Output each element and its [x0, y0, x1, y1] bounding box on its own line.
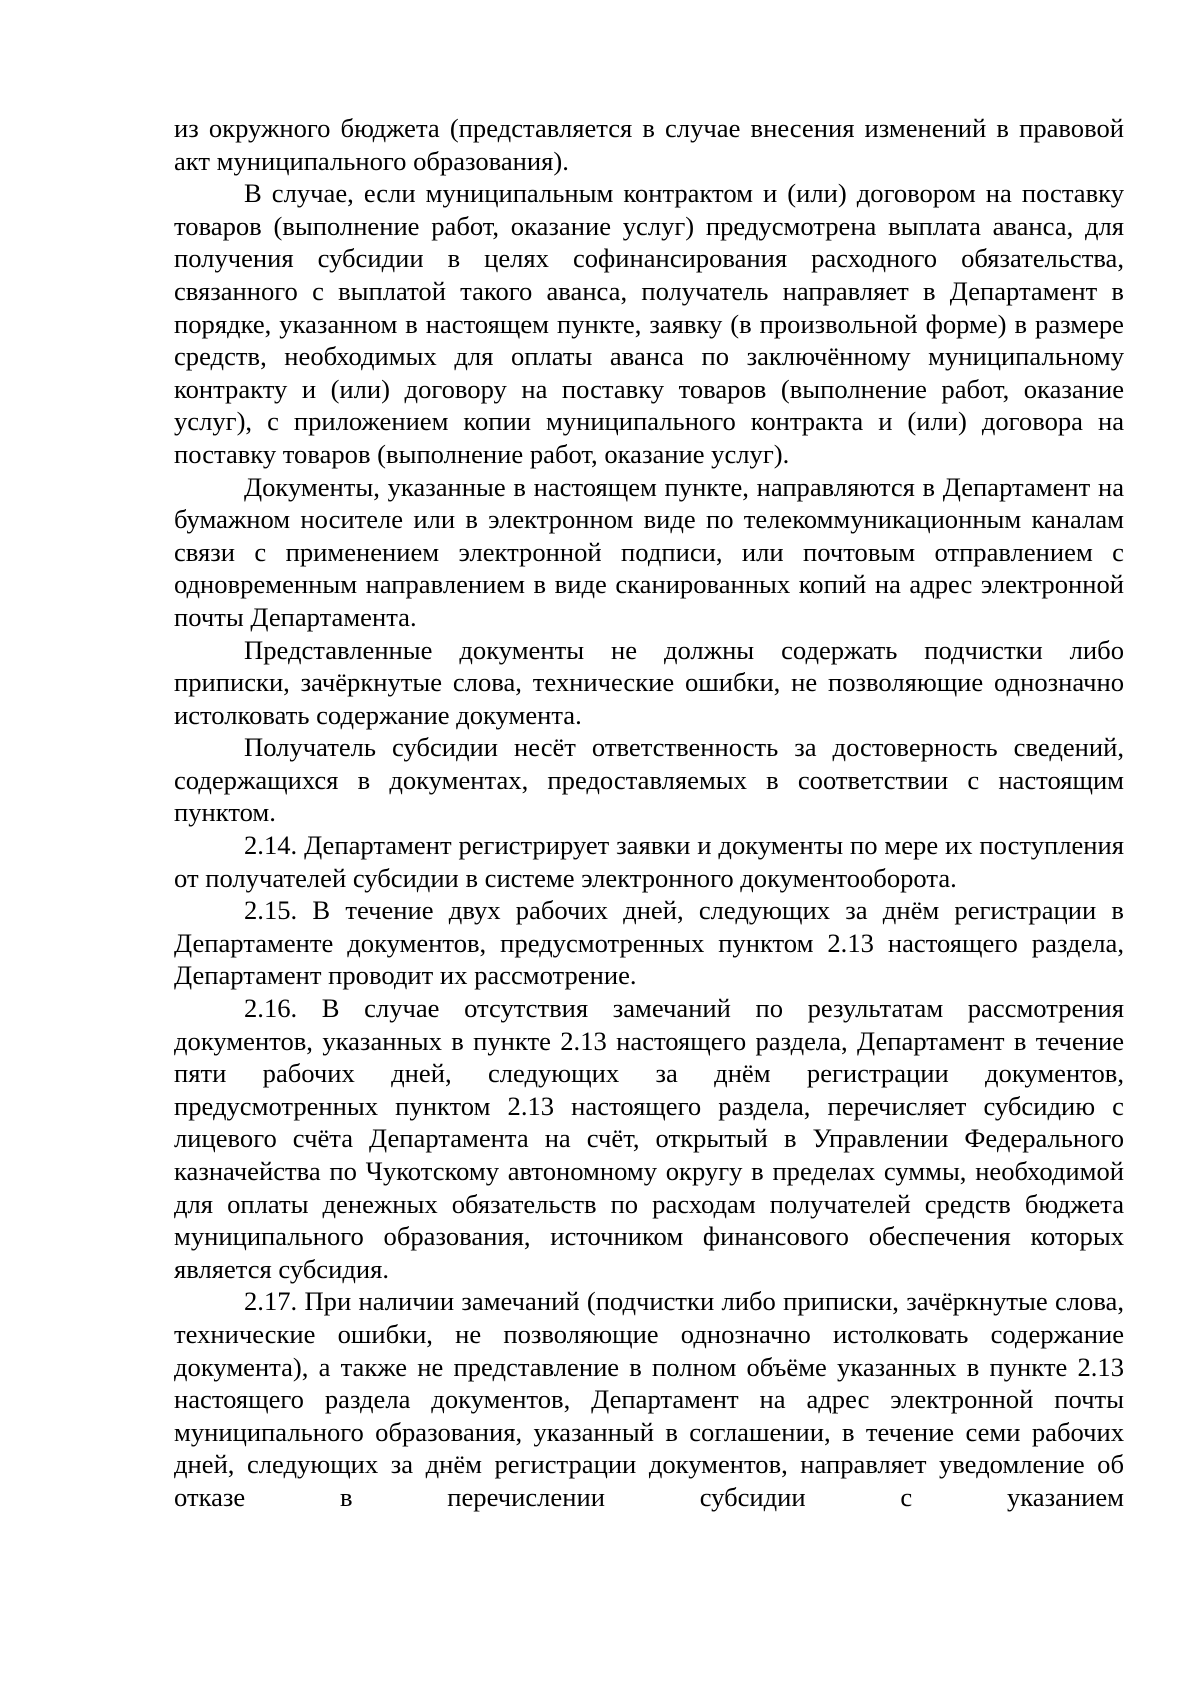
paragraph-clause-2-16: 2.16. В случае отсутствия замечаний по результатам рассмотрения документов, указанных в пункте 2.13 настоящего раздела, Департамент в течение пяти рабочих дней, следующих за днём регистрации документов, предусмотренных пунктом 2.13 настоящего раздела, перечисляет субсидию с лицевого счёта Департамента на счёт, открытый в Управлении Федерального казначейства по Чукотскому автономному округу в пределах суммы, необходимой для оплаты денежных обязательств по расходам получателей средств бюджета муниципального образования, источником финансового обеспечения которых является субсидия.: [174, 993, 1124, 1284]
paragraph-clause-2-14: 2.14. Департамент регистрирует заявки и документы по мере их поступления от получателей субсидии в системе электронного документооборота.: [174, 830, 1124, 893]
paragraph-advance-payment: В случае, если муниципальным контрактом и (или) договором на поставку товаров (выполнение работ, оказание услуг) предусмотрена выплата аванса, для получения субсидии в целях софинансирования расходного обязательства, связанного с выплатой такого аванса, получатель направляет в Департамент в порядке, указанном в настоящем пункте, заявку (в произвольной форме) в размере средств, необходимых для оплаты аванса по заключённому муниципальному контракту и (или) договору на поставку товаров (выполнение работ, оказание услуг), с приложением копии муниципального контракта и (или) договора на поставку товаров (выполнение работ, оказание услуг).: [174, 178, 1124, 469]
paragraph-continuation: из окружного бюджета (представляется в случае внесения изменений в правовой акт муниципального образования).: [174, 113, 1124, 176]
paragraph-document-requirements: Представленные документы не должны содержать подчистки либо приписки, зачёркнутые слова, технические ошибки, не позволяющие однозначно истолковать содержание документа.: [174, 634, 1124, 730]
paragraph-clause-2-15: 2.15. В течение двух рабочих дней, следующих за днём регистрации в Департаменте документов, предусмотренных пунктом 2.13 настоящего раздела, Департамент проводит их рассмотрение.: [174, 895, 1124, 991]
paragraph-document-submission: Документы, указанные в настоящем пункте, направляются в Департамент на бумажном носителе или в электронном виде по телекоммуникационным каналам связи с применением электронной подписи, или почтовым отправлением с одновременным направлением в виде сканированных копий на адрес электронной почты Департамента.: [174, 471, 1124, 632]
paragraph-recipient-responsibility: Получатель субсидии несёт ответственность за достоверность сведений, содержащихся в документах, предоставляемых в соответствии с настоящим пунктом.: [174, 732, 1124, 828]
paragraph-clause-2-17: 2.17. При наличии замечаний (подчистки либо приписки, зачёркнутые слова, технические ошибки, не позволяющие однозначно истолковать содержание документа), а также не представление в полном объёме указанных в пункте 2.13 настоящего раздела документов, Департамент на адрес электронной почты муниципального образования, указанный в соглашении, в течение семи рабочих дней, следующих за днём регистрации документов, направляет уведомление об отказе в перечислении субсидии с указанием: [174, 1286, 1124, 1512]
